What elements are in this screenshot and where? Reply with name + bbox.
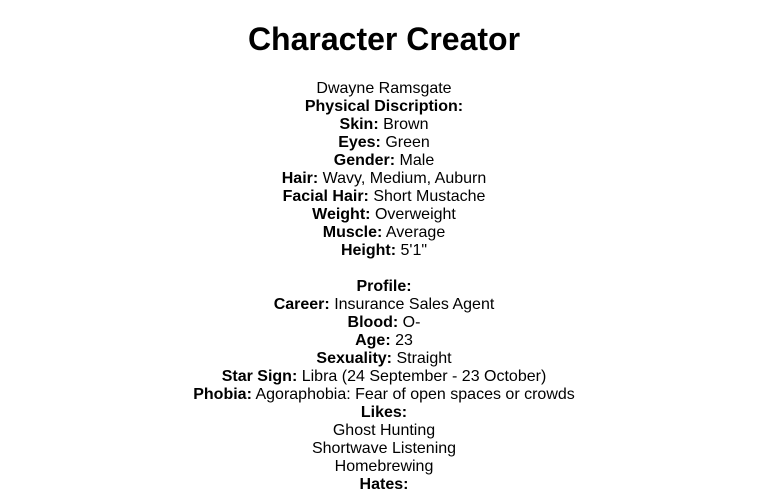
- field-value: O-: [402, 314, 421, 331]
- likes-heading-label: Likes:: [360, 404, 408, 421]
- field-label: Eyes:: [338, 134, 381, 151]
- field-eyes: [0, 134, 768, 152]
- field-label: Muscle:: [322, 224, 383, 241]
- field-gender: [0, 152, 768, 170]
- field-label: Gender:: [333, 152, 396, 169]
- hates-heading: [0, 476, 768, 494]
- section-spacer: [0, 260, 768, 278]
- likes-item: Homebrewing: [334, 458, 434, 475]
- likes-item: Shortwave Listening: [311, 440, 457, 457]
- character-sheet: [0, 80, 768, 494]
- field-value: Male: [399, 152, 435, 169]
- field-skin: [0, 116, 768, 134]
- field-sexuality: [0, 350, 768, 368]
- field-label: Facial Hair:: [282, 188, 369, 205]
- field-star-sign: [0, 368, 768, 386]
- field-label: Sexuality:: [316, 350, 392, 367]
- field-value: Straight: [396, 350, 452, 367]
- hates-heading-label: Hates:: [359, 476, 409, 493]
- field-label: Hair:: [281, 170, 319, 187]
- field-label: Skin:: [339, 116, 379, 133]
- field-label: Blood:: [347, 314, 399, 331]
- field-age: [0, 332, 768, 350]
- field-value: Insurance Sales Agent: [334, 296, 495, 313]
- field-value: 5'1": [400, 242, 428, 259]
- field-career: [0, 296, 768, 314]
- page-title: Character Creator: [247, 21, 521, 57]
- character-name: Dwayne Ramsgate: [316, 80, 452, 97]
- field-value: Libra (24 September - 23 October): [301, 368, 547, 385]
- field-label: Star Sign:: [221, 368, 298, 385]
- profile-heading-label: Profile:: [356, 278, 412, 295]
- field-phobia: [0, 386, 768, 404]
- likes-heading: [0, 404, 768, 422]
- field-hair: [0, 170, 768, 188]
- field-label: Weight:: [312, 206, 371, 223]
- field-weight: [0, 206, 768, 224]
- likes-item: Ghost Hunting: [332, 422, 436, 439]
- field-label: Height:: [340, 242, 397, 259]
- field-value: Wavy, Medium, Auburn: [322, 170, 487, 187]
- field-muscle: [0, 224, 768, 242]
- physical-heading: [0, 98, 768, 116]
- physical-heading-label: Physical Discription:: [304, 98, 464, 115]
- field-value: Brown: [383, 116, 429, 133]
- field-blood: [0, 314, 768, 332]
- field-facial-hair: [0, 188, 768, 206]
- field-label: Age:: [355, 332, 391, 349]
- field-value: Green: [385, 134, 430, 151]
- field-value: Average: [385, 224, 446, 241]
- field-value: 23: [395, 332, 413, 349]
- field-value: Short Mustache: [373, 188, 486, 205]
- field-label: Career:: [273, 296, 330, 313]
- field-value: Overweight: [374, 206, 456, 223]
- field-value: Agoraphobia: Fear of open spaces or crowds: [255, 386, 575, 403]
- field-label: Phobia:: [193, 386, 252, 403]
- field-height: [0, 242, 768, 260]
- profile-heading: [0, 278, 768, 296]
